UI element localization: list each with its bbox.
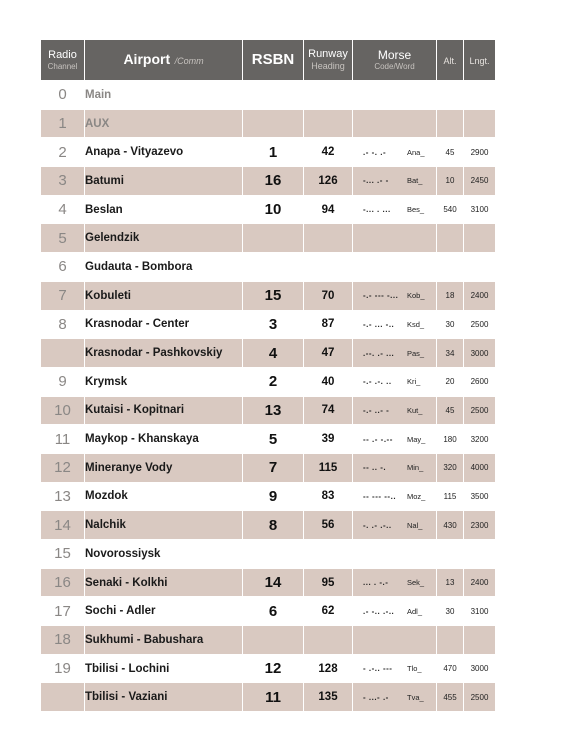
header-runway-label: Runway bbox=[308, 48, 348, 60]
altitude-cell: 430 bbox=[437, 511, 464, 540]
runway-length-cell: 2900 bbox=[464, 138, 496, 167]
altitude-cell: 320 bbox=[437, 453, 464, 482]
altitude-cell: 34 bbox=[437, 339, 464, 368]
rsbn-cell: 16 bbox=[243, 167, 304, 196]
radio-channel-cell: 2 bbox=[41, 138, 85, 167]
morse-word: Kut_ bbox=[407, 405, 423, 415]
header-lngt-label: Lngt. bbox=[469, 56, 490, 66]
rsbn-cell: 15 bbox=[243, 281, 304, 310]
table-row bbox=[41, 367, 496, 396]
morse-cell bbox=[353, 540, 437, 569]
runway-heading-cell: 56 bbox=[304, 511, 353, 540]
morse-cell bbox=[353, 367, 437, 396]
header-radio-channel bbox=[41, 40, 85, 81]
table-row bbox=[41, 511, 496, 540]
airport-name-cell: Tbilisi - Vaziani bbox=[85, 683, 243, 712]
runway-length-cell: 2500 bbox=[464, 396, 496, 425]
airport-name-cell: Beslan bbox=[85, 195, 243, 224]
radio-channel-cell: 15 bbox=[41, 540, 85, 569]
morse-word: Ksd_ bbox=[407, 319, 425, 329]
altitude-cell: 455 bbox=[437, 683, 464, 712]
radio-channel-cell: 0 bbox=[41, 81, 85, 110]
morse-code: - ...- .- bbox=[363, 692, 389, 702]
table-row bbox=[41, 683, 496, 712]
header-code-word-label: Code/Word bbox=[374, 62, 415, 71]
rsbn-cell: 11 bbox=[243, 683, 304, 712]
table-row bbox=[41, 195, 496, 224]
rsbn-cell: 5 bbox=[243, 425, 304, 454]
runway-length-cell bbox=[464, 109, 496, 138]
morse-cell bbox=[353, 167, 437, 196]
header-heading-label: Heading bbox=[311, 61, 345, 71]
radio-channel-cell: 8 bbox=[41, 310, 85, 339]
runway-length-cell bbox=[464, 224, 496, 253]
header-alt-label: Alt. bbox=[443, 56, 457, 66]
airport-name-cell: AUX bbox=[85, 109, 243, 138]
morse-cell bbox=[353, 224, 437, 253]
runway-heading-cell: 94 bbox=[304, 195, 353, 224]
runway-heading-cell: 115 bbox=[304, 453, 353, 482]
morse-cell bbox=[353, 482, 437, 511]
radio-channel-cell: 6 bbox=[41, 253, 85, 282]
morse-word: May_ bbox=[407, 434, 426, 444]
runway-length-cell: 2600 bbox=[464, 367, 496, 396]
runway-heading-cell: 135 bbox=[304, 683, 353, 712]
runway-heading-cell bbox=[304, 626, 353, 655]
airport-name-cell: Krasnodar - Pashkovskiy bbox=[85, 339, 243, 368]
header-channel-label: Channel bbox=[47, 61, 78, 71]
header-airport bbox=[85, 40, 243, 81]
table-row bbox=[41, 310, 496, 339]
morse-word: Ana_ bbox=[407, 147, 425, 157]
table-row bbox=[41, 253, 496, 282]
runway-heading-cell: 95 bbox=[304, 568, 353, 597]
runway-length-cell: 3100 bbox=[464, 597, 496, 626]
morse-code: -.- ..- - bbox=[363, 405, 390, 415]
altitude-cell: 18 bbox=[437, 281, 464, 310]
morse-word: Adl_ bbox=[407, 606, 423, 616]
morse-cell bbox=[353, 81, 437, 110]
table-row bbox=[41, 568, 496, 597]
runway-length-cell: 3000 bbox=[464, 654, 496, 683]
morse-code: -. .- .-.. bbox=[363, 520, 392, 530]
table-row bbox=[41, 167, 496, 196]
rsbn-cell: 8 bbox=[243, 511, 304, 540]
radio-channel-cell: 18 bbox=[41, 626, 85, 655]
morse-cell bbox=[353, 339, 437, 368]
airport-name-cell: Sochi - Adler bbox=[85, 597, 243, 626]
airport-name-cell: Batumi bbox=[85, 167, 243, 196]
morse-word: Bes_ bbox=[407, 205, 425, 215]
radio-channel-cell: 14 bbox=[41, 511, 85, 540]
runway-length-cell: 3000 bbox=[464, 339, 496, 368]
morse-word: Nal_ bbox=[407, 520, 423, 530]
morse-cell bbox=[353, 626, 437, 655]
morse-code: -... . ... bbox=[363, 205, 391, 215]
morse-word: Kob_ bbox=[407, 291, 425, 301]
morse-code: - .-.. --- bbox=[363, 664, 393, 674]
morse-cell bbox=[353, 195, 437, 224]
morse-code: -- .. -. bbox=[363, 463, 387, 473]
morse-cell bbox=[353, 310, 437, 339]
morse-code: .- -.. .-.. bbox=[363, 606, 395, 616]
altitude-cell bbox=[437, 109, 464, 138]
runway-heading-cell bbox=[304, 81, 353, 110]
runway-length-cell bbox=[464, 81, 496, 110]
altitude-cell bbox=[437, 540, 464, 569]
header-morse-label: Morse bbox=[377, 48, 412, 62]
rsbn-cell: 9 bbox=[243, 482, 304, 511]
morse-cell bbox=[353, 511, 437, 540]
morse-word: Moz_ bbox=[407, 491, 426, 501]
radio-channel-cell: 13 bbox=[41, 482, 85, 511]
runway-length-cell bbox=[464, 540, 496, 569]
altitude-cell: 540 bbox=[437, 195, 464, 224]
airport-name-cell: Kutaisi - Kopitnari bbox=[85, 396, 243, 425]
rsbn-cell bbox=[243, 540, 304, 569]
airport-name-cell: Gelendzik bbox=[85, 224, 243, 253]
runway-length-cell: 4000 bbox=[464, 453, 496, 482]
altitude-cell: 115 bbox=[437, 482, 464, 511]
table-row bbox=[41, 453, 496, 482]
rsbn-cell bbox=[243, 224, 304, 253]
airport-name-cell: Novorossiysk bbox=[85, 540, 243, 569]
rsbn-cell bbox=[243, 626, 304, 655]
airport-name-cell: Maykop - Khanskaya bbox=[85, 425, 243, 454]
radio-channel-cell: 17 bbox=[41, 597, 85, 626]
runway-heading-cell: 70 bbox=[304, 281, 353, 310]
radio-channel-cell: 3 bbox=[41, 167, 85, 196]
radio-channel-cell: 16 bbox=[41, 568, 85, 597]
altitude-cell: 10 bbox=[437, 167, 464, 196]
rsbn-cell bbox=[243, 81, 304, 110]
morse-code: ... . -.- bbox=[363, 578, 389, 588]
airport-name-cell: Nalchik bbox=[85, 511, 243, 540]
altitude-cell: 20 bbox=[437, 367, 464, 396]
morse-cell bbox=[353, 109, 437, 138]
table-row bbox=[41, 396, 496, 425]
runway-heading-cell: 42 bbox=[304, 138, 353, 167]
rsbn-cell bbox=[243, 253, 304, 282]
airport-name-cell: Anapa - Vityazevo bbox=[85, 138, 243, 167]
runway-heading-cell: 62 bbox=[304, 597, 353, 626]
airport-frequency-table bbox=[40, 39, 496, 712]
table-row bbox=[41, 626, 496, 655]
altitude-cell: 180 bbox=[437, 425, 464, 454]
morse-code: -.- ... -.. bbox=[363, 319, 395, 329]
radio-channel-cell: 4 bbox=[41, 195, 85, 224]
rsbn-cell: 1 bbox=[243, 138, 304, 167]
morse-word: Tva_ bbox=[407, 692, 424, 702]
header-alt bbox=[437, 40, 464, 81]
airport-name-cell: Krymsk bbox=[85, 367, 243, 396]
radio-channel-cell: 1 bbox=[41, 109, 85, 138]
morse-code: -- --- --.. bbox=[363, 491, 397, 501]
radio-channel-cell: 10 bbox=[41, 396, 85, 425]
airport-name-cell: Krasnodar - Center bbox=[85, 310, 243, 339]
rsbn-cell: 10 bbox=[243, 195, 304, 224]
morse-cell bbox=[353, 654, 437, 683]
runway-length-cell: 2400 bbox=[464, 568, 496, 597]
radio-channel-cell: 12 bbox=[41, 453, 85, 482]
morse-code: .- -. .- bbox=[363, 147, 387, 157]
header-row bbox=[41, 40, 496, 81]
morse-code: -.- --- -... bbox=[363, 291, 399, 301]
morse-code: -.- .-. .. bbox=[363, 377, 392, 387]
table-row bbox=[41, 339, 496, 368]
morse-cell bbox=[353, 597, 437, 626]
rsbn-cell: 6 bbox=[243, 597, 304, 626]
altitude-cell bbox=[437, 626, 464, 655]
table-row bbox=[41, 281, 496, 310]
rsbn-cell: 13 bbox=[243, 396, 304, 425]
runway-heading-cell: 83 bbox=[304, 482, 353, 511]
morse-cell bbox=[353, 453, 437, 482]
altitude-cell: 30 bbox=[437, 310, 464, 339]
airport-name-cell: Gudauta - Bombora bbox=[85, 253, 243, 282]
table-row bbox=[41, 482, 496, 511]
header-rsbn bbox=[243, 40, 304, 81]
altitude-cell: 45 bbox=[437, 396, 464, 425]
runway-length-cell bbox=[464, 626, 496, 655]
runway-length-cell bbox=[464, 253, 496, 282]
runway-heading-cell bbox=[304, 540, 353, 569]
rsbn-cell: 14 bbox=[243, 568, 304, 597]
runway-heading-cell: 87 bbox=[304, 310, 353, 339]
morse-cell bbox=[353, 138, 437, 167]
airport-name-cell: Mineranye Vody bbox=[85, 453, 243, 482]
rsbn-cell: 2 bbox=[243, 367, 304, 396]
morse-cell bbox=[353, 568, 437, 597]
runway-length-cell: 3200 bbox=[464, 425, 496, 454]
airport-name-cell: Sukhumi - Babushara bbox=[85, 626, 243, 655]
morse-code: -- .- -.-- bbox=[363, 434, 393, 444]
radio-channel-cell: 5 bbox=[41, 224, 85, 253]
morse-word: Sek_ bbox=[407, 578, 425, 588]
runway-heading-cell: 47 bbox=[304, 339, 353, 368]
rsbn-cell bbox=[243, 109, 304, 138]
airport-name-cell: Tbilisi - Lochini bbox=[85, 654, 243, 683]
rsbn-cell: 12 bbox=[243, 654, 304, 683]
runway-heading-cell bbox=[304, 109, 353, 138]
altitude-cell bbox=[437, 253, 464, 282]
table-row bbox=[41, 654, 496, 683]
table-body bbox=[41, 81, 496, 712]
morse-word: Tlo_ bbox=[407, 664, 422, 674]
runway-heading-cell: 39 bbox=[304, 425, 353, 454]
altitude-cell: 470 bbox=[437, 654, 464, 683]
table-row bbox=[41, 109, 496, 138]
altitude-cell: 13 bbox=[437, 568, 464, 597]
runway-heading-cell bbox=[304, 224, 353, 253]
header-rsbn-label: RSBN bbox=[251, 51, 295, 68]
runway-length-cell: 3500 bbox=[464, 482, 496, 511]
header-comm-label: /Comm bbox=[174, 56, 204, 66]
airport-name-cell: Kobuleti bbox=[85, 281, 243, 310]
rsbn-cell: 3 bbox=[243, 310, 304, 339]
header-morse bbox=[353, 40, 437, 81]
airport-name-cell: Senaki - Kolkhi bbox=[85, 568, 243, 597]
morse-word: Pas_ bbox=[407, 348, 425, 358]
header-radio-label: Radio bbox=[48, 48, 77, 61]
morse-word: Min_ bbox=[407, 463, 424, 473]
table-row bbox=[41, 597, 496, 626]
runway-heading-cell: 40 bbox=[304, 367, 353, 396]
airport-name-cell: Mozdok bbox=[85, 482, 243, 511]
morse-word: Bat_ bbox=[407, 176, 423, 186]
radio-channel-cell: 9 bbox=[41, 367, 85, 396]
morse-code: .--. .- ... bbox=[363, 348, 395, 358]
airport-name-cell: Main bbox=[85, 81, 243, 110]
altitude-cell bbox=[437, 81, 464, 110]
header-lngt bbox=[464, 40, 496, 81]
altitude-cell bbox=[437, 224, 464, 253]
radio-channel-cell: 11 bbox=[41, 425, 85, 454]
altitude-cell: 30 bbox=[437, 597, 464, 626]
morse-word: Kri_ bbox=[407, 377, 421, 387]
runway-length-cell: 2400 bbox=[464, 281, 496, 310]
runway-heading-cell: 126 bbox=[304, 167, 353, 196]
morse-cell bbox=[353, 281, 437, 310]
rsbn-cell: 7 bbox=[243, 453, 304, 482]
radio-channel-cell bbox=[41, 683, 85, 712]
table-row bbox=[41, 138, 496, 167]
altitude-cell: 45 bbox=[437, 138, 464, 167]
radio-channel-cell: 7 bbox=[41, 281, 85, 310]
header-runway-heading bbox=[304, 40, 353, 81]
morse-code: -... .- - bbox=[363, 176, 389, 186]
radio-channel-cell: 19 bbox=[41, 654, 85, 683]
table-row bbox=[41, 540, 496, 569]
table-row bbox=[41, 425, 496, 454]
morse-cell bbox=[353, 396, 437, 425]
runway-heading-cell: 74 bbox=[304, 396, 353, 425]
radio-channel-cell bbox=[41, 339, 85, 368]
morse-cell bbox=[353, 425, 437, 454]
morse-cell bbox=[353, 683, 437, 712]
runway-length-cell: 2500 bbox=[464, 310, 496, 339]
runway-length-cell: 2500 bbox=[464, 683, 496, 712]
runway-length-cell: 3100 bbox=[464, 195, 496, 224]
header-airport-label: Airport bbox=[123, 51, 171, 67]
table-row bbox=[41, 224, 496, 253]
runway-length-cell: 2450 bbox=[464, 167, 496, 196]
runway-heading-cell bbox=[304, 253, 353, 282]
rsbn-cell: 4 bbox=[243, 339, 304, 368]
runway-heading-cell: 128 bbox=[304, 654, 353, 683]
morse-cell bbox=[353, 253, 437, 282]
runway-length-cell: 2300 bbox=[464, 511, 496, 540]
table-row bbox=[41, 81, 496, 110]
